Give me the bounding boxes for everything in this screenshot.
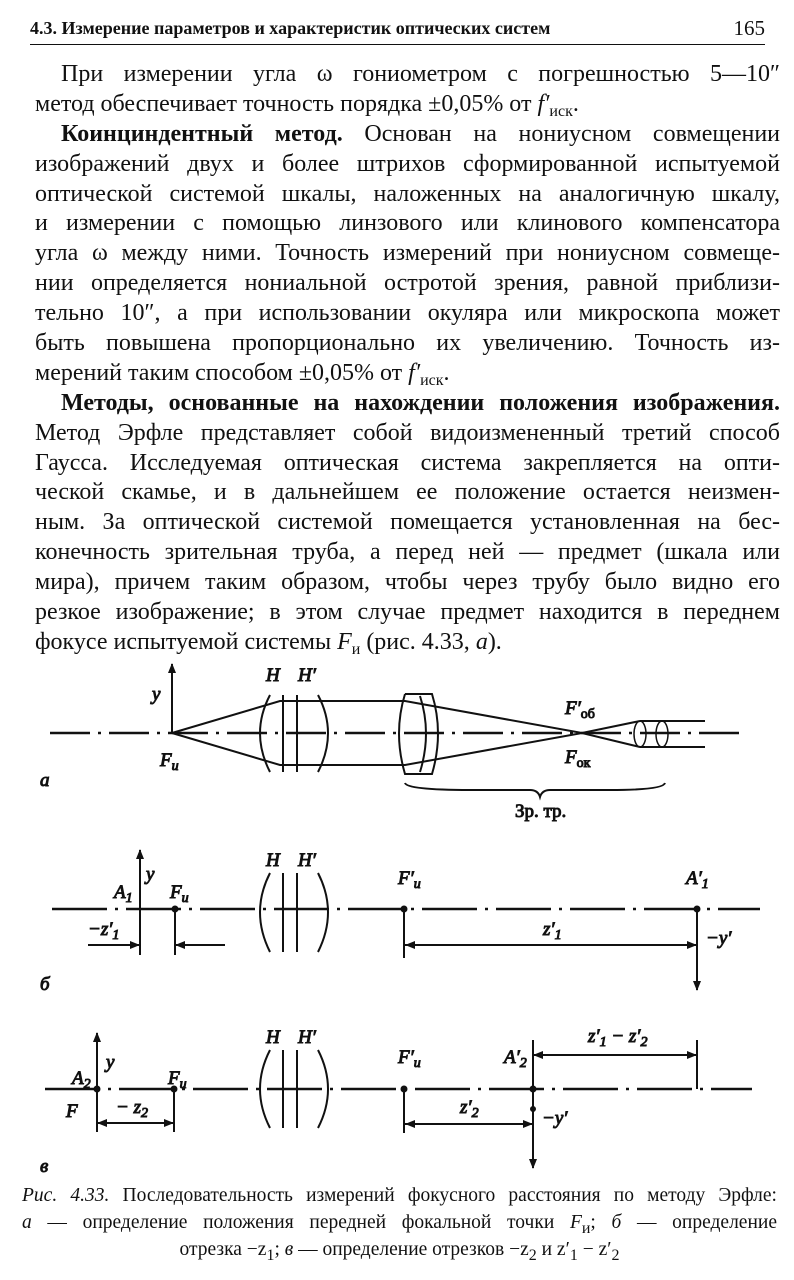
text: фокусе испытуемой системы [35,628,338,655]
point [694,906,700,912]
text-line: При измерении угла ω гониометром с погрешностью 5—10″ [61,61,780,87]
label-F-i-prime: $F'_и$ [398,1047,421,1071]
panel-letter: б [40,974,50,995]
label-F-i: $F_и$ [168,1068,187,1092]
subscript: и [351,640,361,658]
text: ). [487,628,502,655]
text: и z′ [536,1239,570,1260]
point [401,906,407,912]
lens-tested [260,873,328,952]
label-H: H [266,665,280,686]
label-telescope: Зр. тр. [515,801,567,822]
section-title: 4.3. Измерение параметров и характеристик оптических систем [30,18,551,38]
text: мерений таким способом ±0,05% от [35,359,409,386]
text: Последовательность измерений фокусного расстояния по методу Эрфле: [109,1185,777,1206]
text: ; [590,1212,612,1233]
subscript: 1 [266,1247,275,1264]
label-F-i: $F_и$ [160,750,179,774]
text: . [443,359,450,386]
panel-b [40,850,760,995]
text-line: Гаусса. Исследуемая оптическая система закрепляется на опти- [35,449,780,476]
text-line: ным. За оптической системой помещается установленная на бес- [35,509,780,536]
text: (рис. 4.33, [360,628,476,655]
label-minus-y-prime: −y′ [706,928,732,949]
focal-symbol: f′ [537,90,550,117]
text: отрезка −z [179,1239,267,1260]
caption-line [22,1236,777,1263]
subscript: 2 [528,1247,537,1264]
label-H: H [266,850,280,871]
text-line: быть повышена пропорционально их увеличению. Точность из- [35,330,780,357]
label-H-prime: H′ [298,665,316,686]
text: метод обеспечивает точность порядка ±0,05% от [35,90,538,117]
figure-caption [22,1182,777,1263]
label-F: F [66,1101,78,1122]
label-H: H [266,1027,280,1048]
label-A2-prime: $A'_2$ [504,1047,527,1071]
label-y: y [152,684,161,705]
paragraph-heading: Коинциндентный метод. [61,120,343,147]
subscript: иск [420,371,444,389]
text-line: Метод Эрфле представляет собой видоизмененный третий способ [35,419,780,446]
page-number: 165 [733,16,765,40]
point [94,1086,100,1092]
text-line: и измерении с помощью линзового или клинового компенсатора [35,210,780,237]
panel-letter: а [40,770,50,791]
figure-ref-letter: а [475,628,488,655]
point [531,1107,536,1112]
text-line: оптической системой шкалы, наложенных на аналогичную шкалу, [35,180,780,207]
subscript: и [581,1220,591,1237]
text-line: резкое изображение; в этом случае предмет находится в переднем [35,599,780,626]
text-line: тельно 10″, а при использовании окуляра или микроскопа может [35,300,780,327]
point [401,1086,407,1092]
text: — определение положения передней фокальной точки [31,1212,570,1233]
text-line: изображений двух и более штрихов сформированной испытуемой [35,150,780,177]
text-line: нии определяется нониальной остротой зрения, равной приблизи- [35,270,780,297]
caption-line [22,1182,777,1209]
label-z1-minus-z2: $z'_1 - z'_2$ [588,1026,648,1050]
panel-letter: в [40,1156,49,1177]
label-F-ob: $F'_{об}$ [565,698,595,722]
label-y: y [146,864,155,885]
text: в [284,1239,294,1260]
label-z2-prime: $z'_2$ [460,1097,479,1121]
label-F-i: $F_и$ [170,882,189,906]
panel-a [40,664,742,822]
label-A1: $A_1$ [114,882,133,906]
text-line: угла ω между ними. Точность измерений при нониусном совмеще- [35,240,780,267]
label-minus-z1-prime: $-z'_1$ [88,919,120,943]
subscript: 1 [569,1247,578,1264]
text: а [22,1212,32,1233]
caption-prefix: Рис. 4.33. [22,1185,110,1206]
label-minus-y-prime: −y′ [542,1108,568,1129]
text: − z′ [577,1239,612,1260]
subscript: иск [549,102,573,120]
telescope-brace [405,783,665,797]
label-H-prime: H′ [298,1027,316,1048]
text: Основан на нониусном совмещении [342,120,781,147]
point [172,906,178,912]
label-F-i-prime: $F'_и$ [398,868,421,892]
text: F [569,1212,582,1233]
text: б [611,1212,622,1233]
text: ; [274,1239,285,1260]
label-H-prime: H′ [298,850,316,871]
label-A2: $A_2$ [72,1068,91,1092]
text: . [572,90,579,117]
panel-c [40,1026,752,1177]
label-y: y [106,1052,115,1073]
paragraph-heading: Методы, основанные на нахождении положения изображения. [61,389,780,416]
label-z1-prime: $z'_1$ [543,919,562,943]
text: — определение отрезков −z [293,1239,529,1260]
focus-symbol: F [337,628,352,655]
text-line: мира), причем таким образом, чтобы через трубу было видно его [35,569,780,596]
label-F-ok: $F_{ок}$ [565,747,591,771]
subscript: 2 [611,1247,620,1264]
label-A1-prime: $A'_1$ [686,868,709,892]
focal-symbol: f′ [408,359,421,386]
point [530,1086,536,1092]
text-line: ческой скамье, и в дальнейшем ее положение остается неизмен- [35,479,780,506]
text-line: конечность зрительная труба, а перед ней — предмет (шкала или [35,539,780,566]
text: — определение [621,1212,777,1233]
label-minus-z2: − $z_2$ [116,1097,148,1121]
caption-line [22,1209,777,1236]
